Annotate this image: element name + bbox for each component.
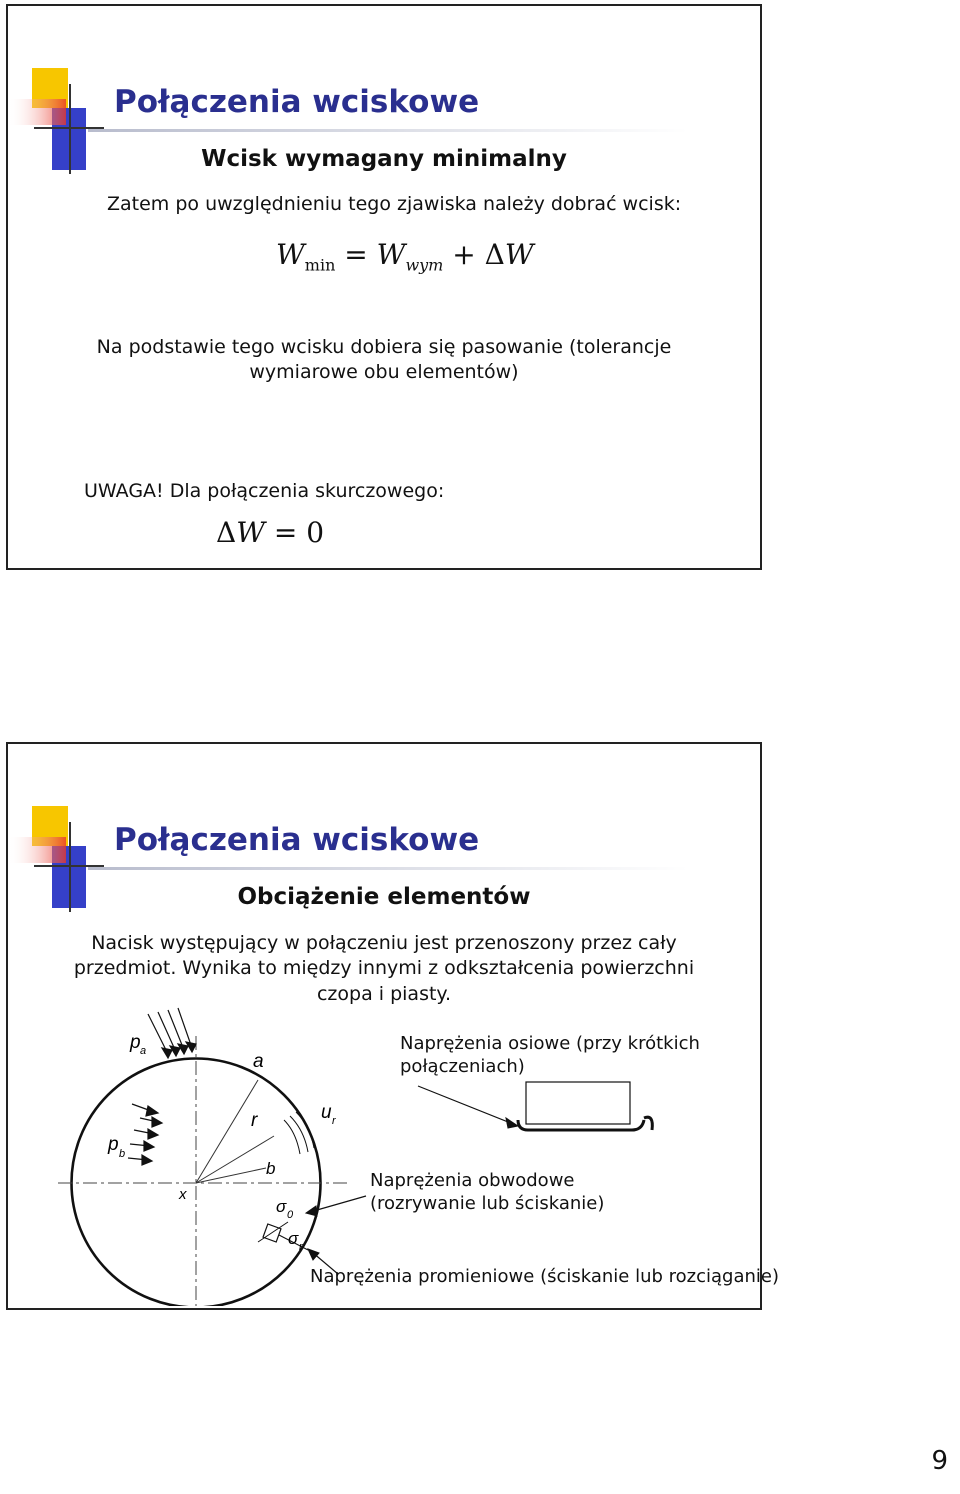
formula-rhs1-sub: wym [405,255,444,275]
paragraph-line-2: przedmiot. Wynika to między innymi z odkształcenia powierzchni [73,957,695,979]
label-ur: u [321,1102,332,1123]
radius-r [196,1136,274,1183]
label-a: a [253,1051,264,1072]
slide-2 [6,742,780,1310]
label-axial-line-1: Naprężenia osiowe (przy krótkich [400,1033,700,1054]
slide-subtitle: Wcisk wymagany minimalny [201,146,567,172]
formula-rhs1: W [376,238,406,271]
pressure-b-arrows [128,1104,162,1165]
slide-title: Połączenia wciskowe [114,822,480,858]
page-number: 9 [931,1446,948,1476]
formula-lhs-sub: min [304,255,336,275]
radius-a [196,1080,258,1183]
label-x: x [179,1186,187,1203]
label-hoop-line-2: (rozrywanie lub ściskanie) [370,1193,605,1214]
paragraph-line-1: Nacisk występujący w połączeniu jest przenoszony przez cały [91,932,677,954]
label-pa: p [130,1032,141,1053]
label-b: b [266,1159,276,1178]
hoop-stress-arrow [306,1196,366,1216]
title-divider [88,129,688,132]
paragraph-line-1: Na podstawie tego wcisku dobiera się pasowanie (tolerancje [96,336,672,358]
label-pa-sub: a [140,1045,147,1057]
displacement-arcs [284,1112,314,1154]
label-axial-line-2: połączeniach) [400,1056,525,1077]
formula-eq: = [344,238,368,271]
label-sigma0: σ [276,1197,287,1216]
slide-title: Połączenia wciskowe [114,84,480,120]
formula2-var: W [236,516,266,549]
formula-lhs: W [276,238,305,271]
label-pb: p [108,1134,119,1155]
formula2-val: 0 [306,516,325,549]
paragraph-line-3: czopa i piasty. [316,983,451,1005]
paragraph-line-2: wymiarowe obu elementów) [249,361,519,383]
label-sigma0-sub: 0 [287,1209,294,1221]
formula-rhs2: W [504,238,534,271]
label-r: r [251,1110,258,1131]
axial-stress-graphic [418,1082,652,1130]
label-ur-sub: r [332,1115,336,1127]
label-sigmar: σ [288,1229,299,1248]
slide-1 [6,4,762,570]
title-divider [88,867,688,870]
formula-delta: Δ [484,238,505,271]
pressure-a-arrows [148,1008,196,1058]
note-text: UWAGA! Dla połączenia skurczowego: [84,480,445,502]
intro-text: Zatem po uwzględnieniu tego zjawiska należy dobrać wcisk: [107,193,682,215]
slide-subtitle: Obciążenie elementów [237,884,531,910]
formula-plus: + [452,238,476,271]
formula2-delta: Δ [216,516,237,549]
formula-min-interference [276,238,534,275]
label-hoop-line-1: Naprężenia obwodowe [370,1170,575,1191]
label-pb-sub: b [119,1148,126,1160]
radius-b [196,1168,266,1183]
formula-shrink-fit [216,516,324,549]
formula2-eq: = [273,516,298,549]
label-sigmar-sub: r [299,1241,303,1253]
label-radial: Naprężenia promieniowe (ściskanie lub rozciąganie) [310,1266,780,1287]
